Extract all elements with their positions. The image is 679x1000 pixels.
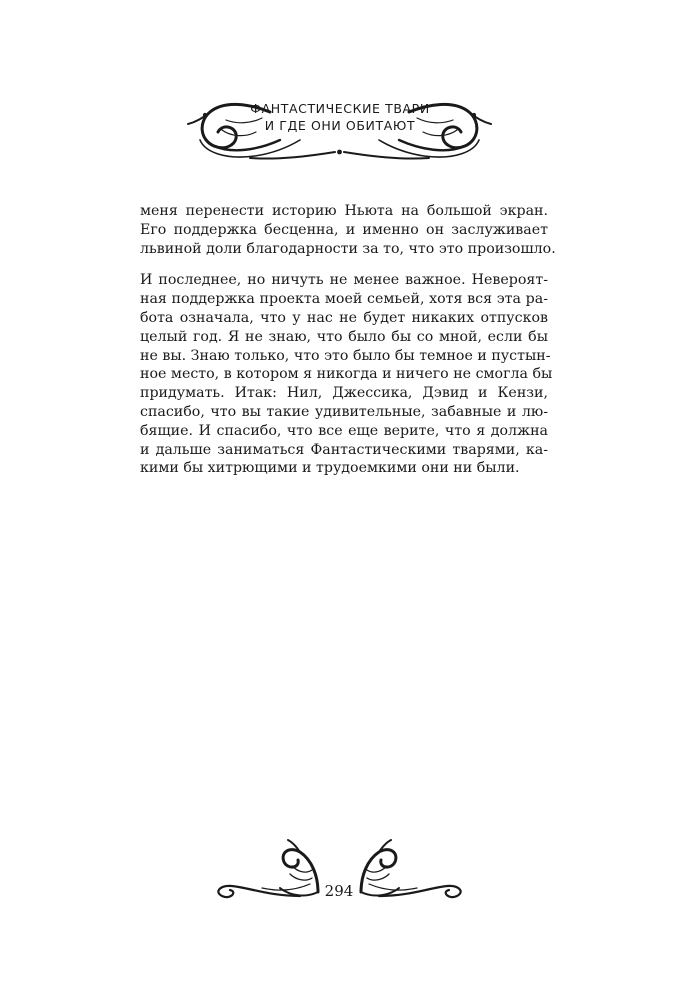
text-line: бота означала, что у нас не будет никаких отпусков bbox=[140, 309, 548, 326]
text-line: ная поддержка проекта моей семьей, хотя вся эта ра- bbox=[140, 291, 548, 308]
text-line: кими бы хитрющими и трудоемкими они ни были. bbox=[140, 460, 520, 477]
footer-right-swan bbox=[361, 840, 461, 897]
text-line: целый год. Я не знаю, что было бы со мной, если бы bbox=[140, 328, 548, 345]
text-line: придумать. Итак: Нил, Джессика, Дэвид и Кензи, bbox=[140, 385, 548, 402]
header-ornament bbox=[0, 0, 679, 180]
text-line: меня перенести историю Ньюта на большой экран. bbox=[140, 203, 548, 219]
running-title bbox=[240, 100, 440, 134]
page-footer bbox=[0, 830, 679, 920]
text-line: не вы. Знаю только, что это было бы темное и пустын- bbox=[140, 347, 551, 364]
center-dot bbox=[337, 150, 342, 155]
footer-left-swan bbox=[218, 840, 318, 897]
text-line: И последнее, но ничуть не менее важное. Невероят- bbox=[140, 272, 548, 289]
text-line: и дальше заниматься Фантастическими тварями, ка- bbox=[140, 441, 548, 458]
running-title-line-1: ФАНТАСТИЧЕСКИЕ ТВАРИ bbox=[250, 101, 430, 116]
text-line: Его поддержка бесценна, и именно он заслуживает bbox=[140, 221, 548, 238]
text-line: бящие. И спасибо, что все еще верите, что я должна bbox=[140, 422, 548, 439]
paragraph-1 bbox=[140, 202, 556, 258]
running-title-line-2: И ГДЕ ОНИ ОБИТАЮТ bbox=[264, 118, 416, 133]
paragraph-2 bbox=[140, 271, 553, 478]
text-line: ное место, в котором я никогда и ничего не смогла бы bbox=[140, 366, 553, 383]
body-text bbox=[140, 202, 556, 478]
footer-ornament bbox=[0, 830, 679, 920]
text-line: спасибо, что вы такие удивительные, забавные и лю- bbox=[140, 403, 548, 420]
text-line: львиной доли благодарности за то, что это произошло. bbox=[140, 240, 556, 257]
page-number: 294 bbox=[324, 882, 354, 900]
running-header bbox=[0, 0, 679, 180]
